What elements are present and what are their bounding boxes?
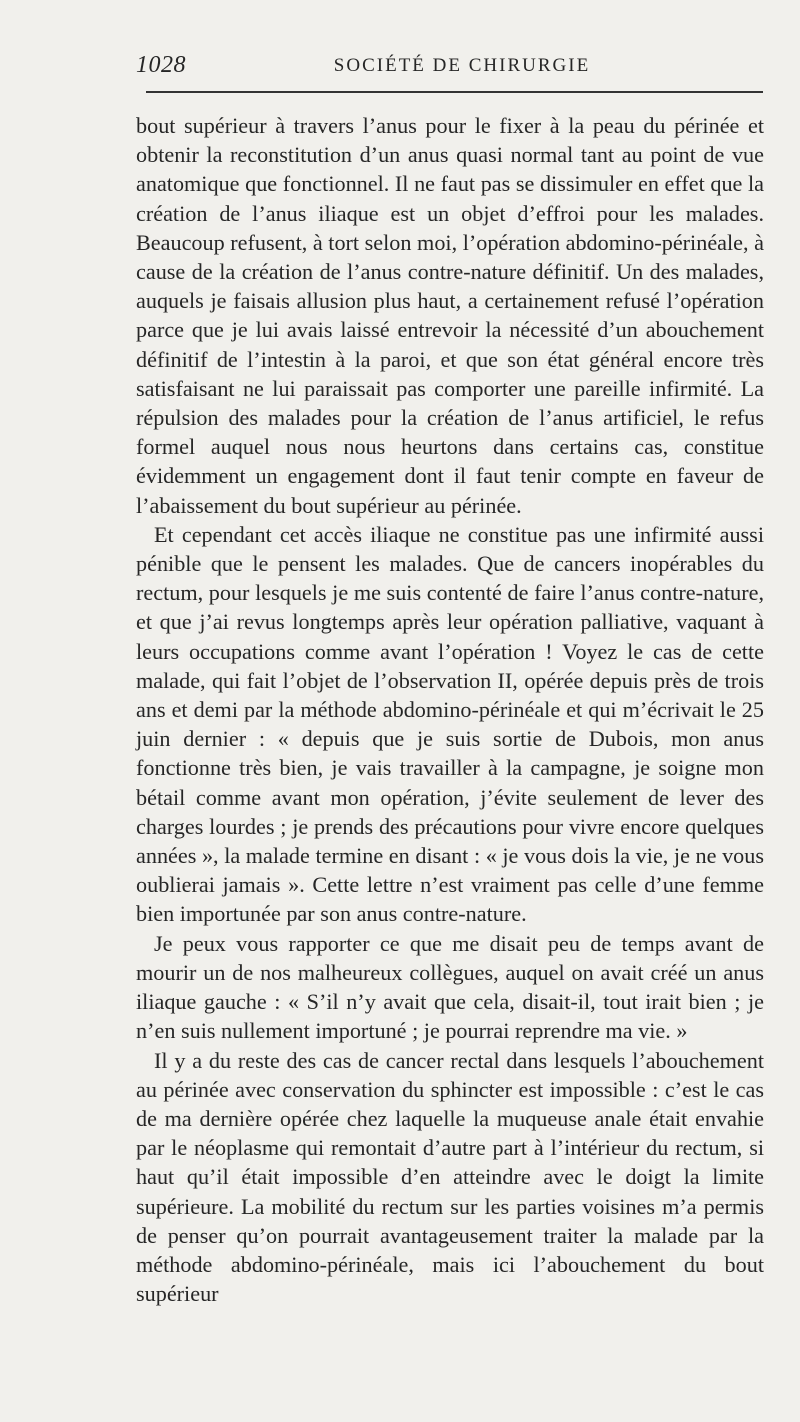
running-title: SOCIÉTÉ DE CHIRURGIE: [333, 55, 591, 76]
paragraph-3: Je peux vous rapporter ce que me disait peu de temps avant de mourir un de nos malheureux collègues, auquel on avait créé un anus iliaque gauche : « S’il n’y avait que cela, disait-il, tout irait bien ; je n’en suis nullement importuné ; je pourrai reprendre ma vie. »: [136, 930, 764, 1044]
page-number: 1028: [136, 52, 186, 78]
paragraph-1: bout supérieur à travers l’anus pour le fixer à la peau du périnée et obtenir la reconstitution d’un anus quasi normal tant au point de vue anatomique que fonctionnel. Il ne faut pas se dissimuler en effet que la création de l’anus iliaque est un objet d’effroi pour les malades. Beaucoup refusent, à tort selon moi, l’opération abdomino-périnéale, à cause de la création de l’anus contre-nature définitif. Un des malades, auquels je faisais allusion plus haut, a certainement refusé l’opération parce que je lui avais laissé entrevoir la nécessité d’un abouchement définitif de l’intestin à la paroi, et que son état général encore très satisfaisant ne lui paraissait pas comporter une pareille infirmité. La répulsion des malades pour la création de l’anus artificiel, le refus formel auquel nous nous heurtons dans certains cas, constitue évidemment un engagement dont il faut tenir compte en faveur de l’abaissement du bout supérieur au périnée.: [136, 113, 764, 518]
body-text: [136, 111, 764, 1308]
paragraph-4: Il y a du reste des cas de cancer rectal dans lesquels l’abouchement au périnée avec conservation du sphincter est impossible : c’est le cas de ma dernière opérée chez laquelle la muqueuse anale était envahie par le néoplasme qui remontait d’autre part à l’intérieur du rectum, si haut qu’il était impossible d’en atteindre avec le doigt la limite supérieure. La mobilité du rectum sur les parties voisines m’a permis de penser qu’on pourrait avantageusement traiter la malade par la méthode abdomino-périnéale, mais ici l’abouchement du bout supérieur: [136, 1047, 764, 1307]
page-header: [136, 50, 764, 84]
paragraph-2: Et cependant cet accès iliaque ne constitue pas une infirmité aussi pénible que le pensent les malades. Que de cancers inopérables du rectum, pour lesquels je me suis contenté de faire l’anus contre-nature, et que j’ai revus longtemps après leur opération palliative, vaquant à leurs occupations comme avant l’opération ! Voyez le cas de cette malade, qui fait l’objet de l’observation II, opérée depuis près de trois ans et demi par la méthode abdomino-périnéale et qui m’écrivait le 25 juin dernier : « depuis que je suis sortie de Dubois, mon anus fonctionne très bien, je vais travailler à la campagne, je soigne mon bétail comme avant mon opération, j’évite seulement de lever des charges lourdes ; je prends des précautions pour vivre encore quelques années », la malade termine en disant : « je vous dois la vie, je ne vous oublierai jamais ». Cette lettre n’est vraiment pas celle d’une femme bien importunée par son anus contre-nature.: [136, 521, 764, 927]
header-rule: [146, 91, 763, 93]
